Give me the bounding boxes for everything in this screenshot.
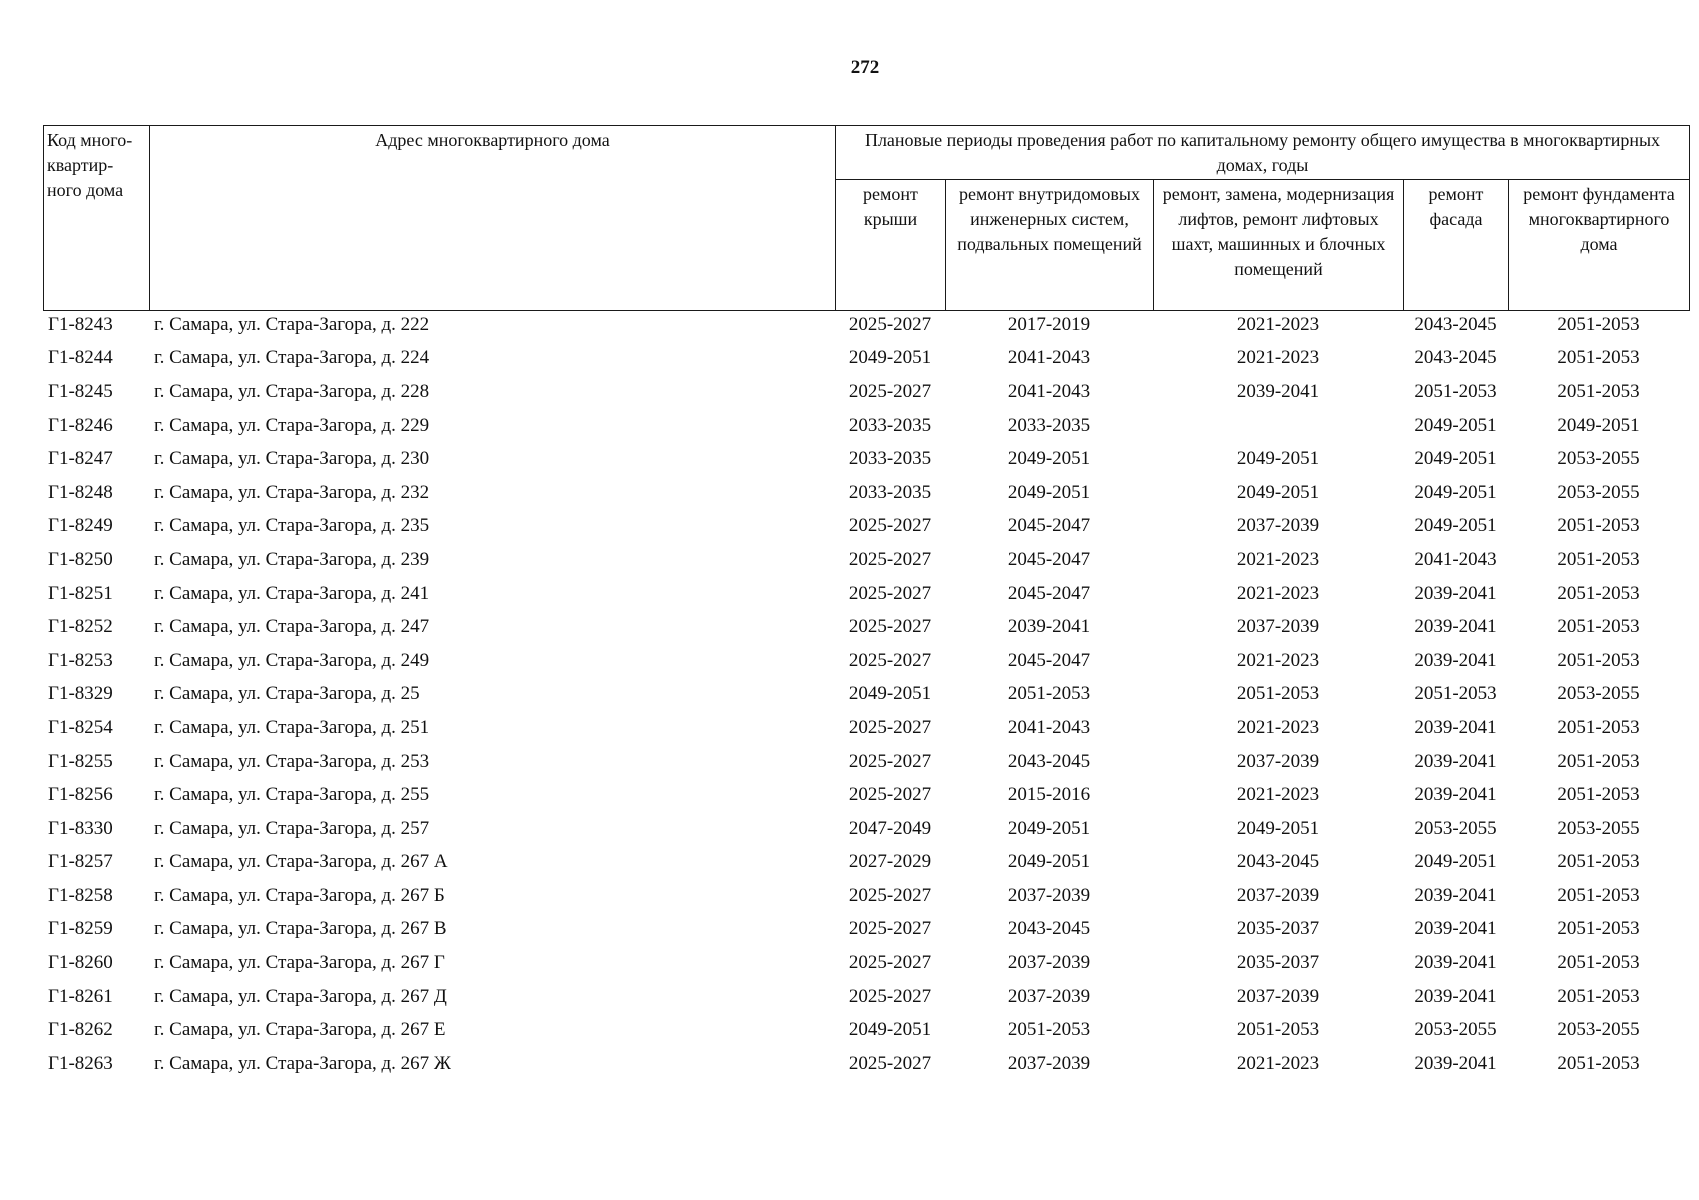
- table-row: [43, 980, 1689, 1014]
- cell-facade: 2043-2045: [1414, 313, 1497, 335]
- table-row: [43, 846, 1689, 880]
- cell-roof: 2025-2027: [848, 380, 932, 402]
- cell-elevators: 2037-2039: [1236, 884, 1320, 906]
- cell-address: г. Самара, ул. Стара-Загора, д. 267 А: [154, 851, 448, 873]
- cell-code: Г1-8258: [48, 884, 113, 906]
- cell-engineering: 2049-2051: [1007, 817, 1091, 839]
- cell-address: г. Самара, ул. Стара-Загора, д. 230: [154, 448, 430, 470]
- cell-engineering: 2033-2035: [1007, 414, 1091, 436]
- cell-foundation: 2051-2053: [1557, 784, 1640, 806]
- cell-engineering: 2041-2043: [1007, 380, 1091, 402]
- cell-roof: 2025-2027: [848, 952, 932, 974]
- table-row: [43, 711, 1689, 745]
- cell-code: Г1-8329: [48, 683, 113, 705]
- cell-roof: 2027-2029: [848, 851, 932, 873]
- cell-address: г. Самара, ул. Стара-Загора, д. 247: [154, 616, 430, 638]
- cell-facade: 2053-2055: [1414, 1019, 1497, 1041]
- cell-foundation: 2051-2053: [1557, 616, 1640, 638]
- table-row: [43, 778, 1689, 812]
- cell-elevators: 2035-2037: [1236, 918, 1320, 940]
- cell-foundation: 2051-2053: [1557, 716, 1640, 738]
- cell-address: г. Самара, ул. Стара-Загора, д. 222: [154, 313, 430, 335]
- header-code: Код много-квартир-ного дома: [44, 126, 150, 311]
- cell-elevators: 2021-2023: [1236, 784, 1320, 806]
- table-row: [43, 409, 1689, 443]
- cell-facade: 2049-2051: [1414, 851, 1497, 873]
- cell-foundation: 2053-2055: [1557, 1019, 1640, 1041]
- cell-foundation: 2051-2053: [1557, 918, 1640, 940]
- cell-foundation: 2051-2053: [1557, 380, 1640, 402]
- cell-address: г. Самара, ул. Стара-Загора, д. 267 Б: [154, 884, 445, 906]
- page-number: 272: [850, 57, 880, 78]
- table-row: [43, 342, 1689, 376]
- cell-facade: 2039-2041: [1414, 1052, 1497, 1074]
- cell-engineering: 2041-2043: [1007, 347, 1091, 369]
- cell-address: г. Самара, ул. Стара-Загора, д. 267 Е: [154, 1019, 446, 1041]
- cell-facade: 2039-2041: [1414, 784, 1497, 806]
- cell-address: г. Самара, ул. Стара-Загора, д. 25: [154, 683, 420, 705]
- cell-roof: 2025-2027: [848, 784, 932, 806]
- cell-address: г. Самара, ул. Стара-Загора, д. 241: [154, 582, 430, 604]
- cell-facade: 2049-2051: [1414, 414, 1497, 436]
- header-roof: ремонт крыши: [836, 179, 946, 310]
- cell-engineering: 2037-2039: [1007, 952, 1091, 974]
- cell-code: Г1-8261: [48, 985, 113, 1007]
- cell-foundation: 2053-2055: [1557, 448, 1640, 470]
- cell-facade: 2051-2053: [1414, 683, 1497, 705]
- table-row: [43, 375, 1689, 409]
- cell-foundation: 2051-2053: [1557, 313, 1640, 335]
- cell-elevators: 2051-2053: [1236, 683, 1320, 705]
- cell-roof: 2025-2027: [848, 716, 932, 738]
- cell-engineering: 2045-2047: [1007, 582, 1091, 604]
- cell-facade: 2039-2041: [1414, 582, 1497, 604]
- cell-facade: 2041-2043: [1414, 548, 1497, 570]
- cell-code: Г1-8244: [48, 347, 113, 369]
- cell-engineering: 2049-2051: [1007, 481, 1091, 503]
- cell-facade: 2051-2053: [1414, 380, 1497, 402]
- cell-address: г. Самара, ул. Стара-Загора, д. 267 Д: [154, 985, 447, 1007]
- cell-roof: 2025-2027: [848, 313, 932, 335]
- cell-elevators: 2039-2041: [1236, 380, 1320, 402]
- cell-elevators: 2049-2051: [1236, 817, 1320, 839]
- cell-engineering: 2045-2047: [1007, 515, 1091, 537]
- cell-code: Г1-8257: [48, 851, 113, 873]
- cell-engineering: 2045-2047: [1007, 649, 1091, 671]
- cell-engineering: 2015-2016: [1007, 784, 1091, 806]
- cell-foundation: 2051-2053: [1557, 851, 1640, 873]
- cell-elevators: 2051-2053: [1236, 1019, 1320, 1041]
- cell-facade: 2049-2051: [1414, 481, 1497, 503]
- cell-code: Г1-8251: [48, 582, 113, 604]
- header-facade: ремонт фасада: [1404, 179, 1509, 310]
- cell-facade: 2039-2041: [1414, 985, 1497, 1007]
- cell-elevators: 2037-2039: [1236, 985, 1320, 1007]
- cell-code: Г1-8255: [48, 750, 113, 772]
- cell-elevators: 2049-2051: [1236, 448, 1320, 470]
- cell-roof: 2025-2027: [848, 616, 932, 638]
- cell-elevators: 2021-2023: [1236, 649, 1320, 671]
- cell-code: Г1-8260: [48, 952, 113, 974]
- table-row: [43, 946, 1689, 980]
- cell-roof: 2025-2027: [848, 649, 932, 671]
- cell-elevators: 2043-2045: [1236, 851, 1320, 873]
- cell-facade: 2039-2041: [1414, 716, 1497, 738]
- cell-facade: 2043-2045: [1414, 347, 1497, 369]
- cell-address: г. Самара, ул. Стара-Загора, д. 253: [154, 750, 430, 772]
- table-row: [43, 678, 1689, 712]
- cell-address: г. Самара, ул. Стара-Загора, д. 267 Г: [154, 952, 445, 974]
- cell-address: г. Самара, ул. Стара-Загора, д. 251: [154, 716, 430, 738]
- cell-facade: 2053-2055: [1414, 817, 1497, 839]
- cell-elevators: 2021-2023: [1236, 582, 1320, 604]
- cell-code: Г1-8254: [48, 716, 113, 738]
- cell-foundation: 2051-2053: [1557, 952, 1640, 974]
- cell-engineering: 2037-2039: [1007, 884, 1091, 906]
- cell-elevators: 2037-2039: [1236, 750, 1320, 772]
- cell-engineering: 2043-2045: [1007, 750, 1091, 772]
- cell-roof: 2025-2027: [848, 918, 932, 940]
- cell-code: Г1-8248: [48, 481, 113, 503]
- cell-elevators: 2037-2039: [1236, 616, 1320, 638]
- cell-address: г. Самара, ул. Стара-Загора, д. 267 Ж: [154, 1052, 451, 1074]
- cell-address: г. Самара, ул. Стара-Загора, д. 224: [154, 347, 430, 369]
- table-row: [43, 543, 1689, 577]
- cell-foundation: 2051-2053: [1557, 548, 1640, 570]
- cell-roof: 2025-2027: [848, 1052, 932, 1074]
- cell-foundation: 2051-2053: [1557, 985, 1640, 1007]
- cell-engineering: 2051-2053: [1007, 1019, 1091, 1041]
- table-row: [43, 644, 1689, 678]
- cell-address: г. Самара, ул. Стара-Загора, д. 239: [154, 548, 430, 570]
- cell-facade: 2049-2051: [1414, 515, 1497, 537]
- cell-roof: 2047-2049: [848, 817, 932, 839]
- table-row: [43, 510, 1689, 544]
- cell-address: г. Самара, ул. Стара-Загора, д. 257: [154, 817, 430, 839]
- cell-address: г. Самара, ул. Стара-Загора, д. 267 В: [154, 918, 447, 940]
- cell-foundation: 2053-2055: [1557, 817, 1640, 839]
- cell-elevators: 2021-2023: [1236, 548, 1320, 570]
- cell-foundation: 2053-2055: [1557, 481, 1640, 503]
- cell-facade: 2039-2041: [1414, 649, 1497, 671]
- cell-code: Г1-8247: [48, 448, 113, 470]
- cell-engineering: 2051-2053: [1007, 683, 1091, 705]
- cell-facade: 2039-2041: [1414, 884, 1497, 906]
- cell-foundation: 2051-2053: [1557, 884, 1640, 906]
- cell-code: Г1-8259: [48, 918, 113, 940]
- cell-facade: 2039-2041: [1414, 616, 1497, 638]
- cell-facade: 2039-2041: [1414, 952, 1497, 974]
- cell-foundation: 2051-2053: [1557, 347, 1640, 369]
- table-row: [43, 913, 1689, 947]
- cell-roof: 2025-2027: [848, 884, 932, 906]
- cell-elevators: [1153, 409, 1403, 443]
- cell-code: Г1-8330: [48, 817, 113, 839]
- cell-roof: 2033-2035: [848, 448, 932, 470]
- cell-roof: 2025-2027: [848, 582, 932, 604]
- table-row: [43, 1013, 1689, 1047]
- cell-engineering: 2039-2041: [1007, 616, 1091, 638]
- data-table: [43, 308, 1689, 1081]
- cell-roof: 2025-2027: [848, 548, 932, 570]
- table-row: [43, 812, 1689, 846]
- cell-foundation: 2049-2051: [1557, 414, 1640, 436]
- table-row: [43, 308, 1689, 342]
- cell-foundation: 2051-2053: [1557, 1052, 1640, 1074]
- cell-code: Г1-8253: [48, 649, 113, 671]
- cell-engineering: 2037-2039: [1007, 1052, 1091, 1074]
- cell-foundation: 2051-2053: [1557, 649, 1640, 671]
- cell-elevators: 2037-2039: [1236, 515, 1320, 537]
- table-header: [43, 125, 1690, 311]
- cell-address: г. Самара, ул. Стара-Загора, д. 255: [154, 784, 430, 806]
- cell-elevators: 2021-2023: [1236, 1052, 1320, 1074]
- table-row: [43, 1047, 1689, 1081]
- cell-address: г. Самара, ул. Стара-Загора, д. 229: [154, 414, 430, 436]
- header-foundation: ремонт фундамента многоквартирного дома: [1509, 179, 1690, 310]
- cell-engineering: 2017-2019: [1007, 313, 1091, 335]
- table-row: [43, 476, 1689, 510]
- header-address: Адрес многоквартирного дома: [150, 126, 836, 311]
- cell-code: Г1-8246: [48, 414, 113, 436]
- table-row: [43, 745, 1689, 779]
- cell-engineering: 2041-2043: [1007, 716, 1091, 738]
- cell-code: Г1-8256: [48, 784, 113, 806]
- cell-facade: 2049-2051: [1414, 448, 1497, 470]
- cell-engineering: 2049-2051: [1007, 448, 1091, 470]
- cell-elevators: 2035-2037: [1236, 952, 1320, 974]
- cell-roof: 2025-2027: [848, 515, 932, 537]
- cell-foundation: 2053-2055: [1557, 683, 1640, 705]
- cell-code: Г1-8245: [48, 380, 113, 402]
- cell-address: г. Самара, ул. Стара-Загора, д. 235: [154, 515, 430, 537]
- cell-facade: 2039-2041: [1414, 918, 1497, 940]
- cell-address: г. Самара, ул. Стара-Загора, д. 228: [154, 380, 430, 402]
- table-row: [43, 879, 1689, 913]
- cell-engineering: 2043-2045: [1007, 918, 1091, 940]
- cell-code: Г1-8249: [48, 515, 113, 537]
- cell-code: Г1-8252: [48, 616, 113, 638]
- cell-facade: 2039-2041: [1414, 750, 1497, 772]
- cell-elevators: 2021-2023: [1236, 313, 1320, 335]
- cell-roof: 2033-2035: [848, 414, 932, 436]
- cell-code: Г1-8243: [48, 313, 113, 335]
- cell-address: г. Самара, ул. Стара-Загора, д. 232: [154, 481, 430, 503]
- table-row: [43, 442, 1689, 476]
- header-elevators: ремонт, замена, модернизация лифтов, ремонт лифтовых шахт, машинных и блочных помещений: [1154, 179, 1404, 310]
- cell-address: г. Самара, ул. Стара-Загора, д. 249: [154, 649, 430, 671]
- cell-elevators: 2021-2023: [1236, 716, 1320, 738]
- cell-roof: 2049-2051: [848, 683, 932, 705]
- table-row: [43, 577, 1689, 611]
- cell-roof: 2049-2051: [848, 1019, 932, 1041]
- table-body: [43, 308, 1689, 1081]
- cell-foundation: 2051-2053: [1557, 582, 1640, 604]
- table-row: [43, 610, 1689, 644]
- cell-roof: 2033-2035: [848, 481, 932, 503]
- cell-engineering: 2037-2039: [1007, 985, 1091, 1007]
- cell-roof: 2025-2027: [848, 750, 932, 772]
- header-periods: Плановые периоды проведения работ по капитальному ремонту общего имущества в многоквартирных домах, годы: [836, 126, 1690, 180]
- cell-foundation: 2051-2053: [1557, 750, 1640, 772]
- cell-elevators: 2049-2051: [1236, 481, 1320, 503]
- cell-roof: 2049-2051: [848, 347, 932, 369]
- cell-code: Г1-8263: [48, 1052, 113, 1074]
- cell-code: Г1-8250: [48, 548, 113, 570]
- cell-code: Г1-8262: [48, 1019, 113, 1041]
- cell-engineering: 2049-2051: [1007, 851, 1091, 873]
- cell-foundation: 2051-2053: [1557, 515, 1640, 537]
- cell-engineering: 2045-2047: [1007, 548, 1091, 570]
- header-engineering: ремонт внутридомовых инженерных систем, подвальных помещений: [946, 179, 1154, 310]
- cell-elevators: 2021-2023: [1236, 347, 1320, 369]
- cell-roof: 2025-2027: [848, 985, 932, 1007]
